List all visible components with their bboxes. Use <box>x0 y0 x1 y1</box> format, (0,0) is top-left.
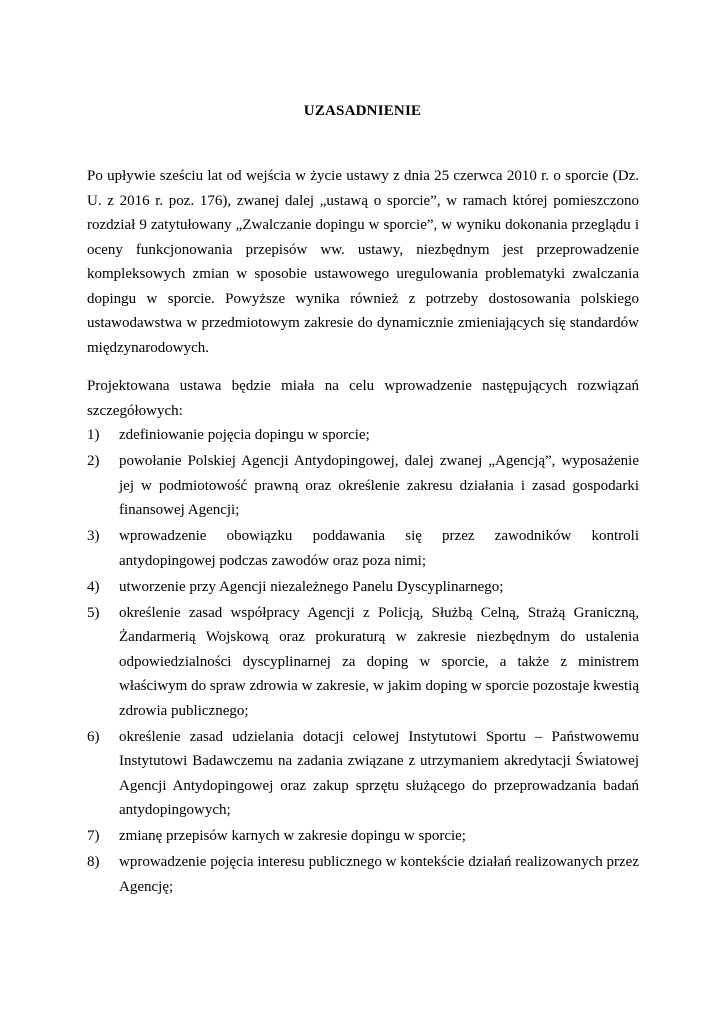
intro-paragraph: Po upływie sześciu lat od wejścia w życie ustawy z dnia 25 czerwca 2010 r. o sporcie (Dz. U. z 2016 r. poz. 176), zwanej dalej „ustawą o sporcie”, w ramach której pomieszczono rozdział 9 zatytułowany „Zwalczanie dopingu w sporcie”, w wyniku dokonania przeglądu i oceny funkcjonowania przepisów ww. ustawy, niezbędnym jest przeprowadzenie kompleksowych zmian w sposobie ustawowego uregulowania problematyki zwalczania dopingu w sporcie. Powyższe wynika również z potrzeby dostosowania polskiego ustawodawstwa w przedmiotowym zakresie do dynamicznie zmieniających się standardów międzynarodowych. <box>87 168 639 356</box>
list-item-number: 5) <box>87 604 100 621</box>
list-item <box>87 601 639 724</box>
list-item <box>87 575 639 600</box>
list-item-text: zmianę przepisów karnych w zakresie dopingu w sporcie; <box>119 828 466 844</box>
solutions-list <box>87 423 639 901</box>
list-item-number: 7) <box>87 828 100 844</box>
list-item-text: powołanie Polskiej Agencji Antydopingowej, dalej zwanej „Agencją”, wyposażenie jej w podmiotowość prawną oraz określenie zakresu działania i zasad gospodarki finansowej Agencji; <box>119 453 639 518</box>
list-item-text: określenie zasad współpracy Agencji z Policją, Służbą Celną, Strażą Graniczną, Żandarmerią Wojskową oraz prokuraturą w zakresie niezbędnym do ustalenia odpowiedzialności dyscyplinarnej za doping w sporcie, a także z ministrem właściwym do spraw zdrowia w zakresie, w jakim doping w sporcie pozostaje kwestią zdrowia publicznego; <box>119 604 639 719</box>
list-item <box>87 524 639 573</box>
list-item <box>87 449 639 523</box>
list-intro-paragraph: Projektowana ustawa będzie miała na celu wprowadzenie następujących rozwiązań szczegółowych: <box>87 378 639 419</box>
list-item-number: 4) <box>87 578 100 595</box>
list-item-number: 2) <box>87 453 100 469</box>
list-item-number: 1) <box>87 427 100 443</box>
list-item <box>87 423 639 448</box>
list-item <box>87 850 639 899</box>
list-item <box>87 725 639 823</box>
list-item-number: 3) <box>87 528 100 544</box>
document-title: UZASADNIENIE <box>303 103 422 119</box>
list-item-text: wprowadzenie pojęcia interesu publicznego w kontekście działań realizowanych przez Agencję; <box>119 854 639 895</box>
list-item-text: określenie zasad udzielania dotacji celowej Instytutowi Sportu – Państwowemu Instytutowi Badawczemu na zadania związane z utrzymaniem akredytacji Światowej Agencji Antydopingowej oraz zakup sprzętu służącego do przeprowadzania badań antydopingowych; <box>119 728 639 818</box>
list-item-number: 8) <box>87 854 100 870</box>
list-item-text: zdefiniowanie pojęcia dopingu w sporcie; <box>119 427 370 443</box>
list-item-text: utworzenie przy Agencji niezależnego Panelu Dyscyplinarnego; <box>119 578 504 595</box>
list-item-text: wprowadzenie obowiązku poddawania się przez zawodników kontroli antydopingowej podczas zawodów oraz poza nimi; <box>119 528 639 569</box>
list-item <box>87 824 639 849</box>
list-item-number: 6) <box>87 728 100 745</box>
